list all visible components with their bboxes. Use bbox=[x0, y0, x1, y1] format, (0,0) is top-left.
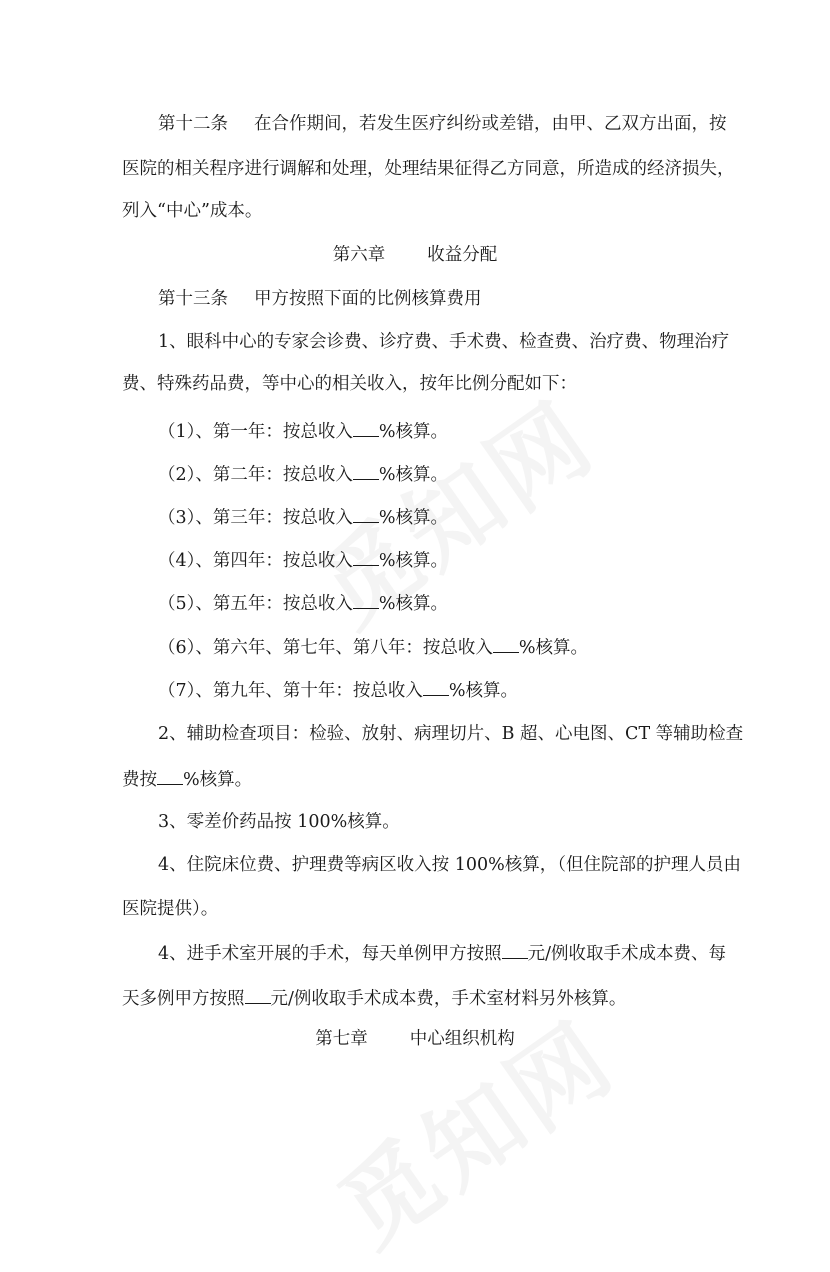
year-item-4: （4）、第四年：按总收入 %核算。 bbox=[158, 547, 448, 573]
fill-in-blank bbox=[353, 504, 379, 523]
item-4a-line-1: 4、住院床位费、护理费等病区收入按 100%核算，（但住院部的护理人员由 bbox=[158, 855, 741, 875]
fill-in-blank bbox=[353, 590, 379, 609]
fill-in-blank bbox=[502, 940, 528, 959]
chapter-6-title: 收益分配 bbox=[427, 245, 498, 265]
item-1-line-2: 费、特殊药品费，等中心的相关收入，按年比例分配如下： bbox=[122, 374, 577, 394]
fill-in-blank bbox=[245, 985, 271, 1004]
chapter-7-title: 中心组织机构 bbox=[409, 1029, 515, 1049]
article-12-text: 在合作期间，若发生医疗纠纷或差错，由甲、乙双方出面，按 bbox=[254, 114, 727, 134]
year-item-7: （7）、第九年、第十年：按总收入 %核算。 bbox=[158, 677, 518, 703]
fill-in-blank bbox=[157, 766, 183, 785]
article-12-line-2: 医院的相关程序进行调解和处理，处理结果征得乙方同意，所造成的经济损失， bbox=[122, 159, 735, 179]
item-3: 3、零差价药品按 100%核算。 bbox=[158, 812, 400, 832]
item-4b-line-2: 天多例甲方按照 元/例收取手术成本费，手术室材料另外核算。 bbox=[122, 985, 626, 1011]
year-item-5: （5）、第五年：按总收入 %核算。 bbox=[158, 590, 448, 616]
year-item-2: （2）、第二年：按总收入 %核算。 bbox=[158, 461, 448, 487]
chapter-7-heading bbox=[0, 1027, 830, 1051]
chapter-6-label: 第六章 bbox=[332, 245, 386, 265]
article-13-text: 甲方按照下面的比例核算费用 bbox=[254, 289, 482, 309]
item-2-line-1: 2、辅助检查项目：检验、放射、病理切片、B 超、心电图、CT 等辅助检查 bbox=[158, 724, 744, 744]
year-item-6: （6）、第六年、第七年、第八年：按总收入 %核算。 bbox=[158, 634, 588, 660]
year-item-1: （1）、第一年：按总收入 %核算。 bbox=[158, 418, 448, 444]
item-4b-line-1: 4、进手术室开展的手术，每天单例甲方按照 元/例收取手术成本费、每 bbox=[158, 940, 726, 966]
item-2-line-2: 费按 %核算。 bbox=[122, 766, 252, 792]
article-12-line-3: 列入“中心”成本。 bbox=[122, 201, 263, 221]
fill-in-blank bbox=[353, 418, 379, 437]
item-4a-line-2: 医院提供）。 bbox=[122, 899, 219, 919]
article-12-label: 第十二条 bbox=[158, 114, 228, 134]
item-1-line-1: 1、眼科中心的专家会诊费、诊疗费、手术费、检查费、治疗费、物理治疗 bbox=[158, 332, 730, 352]
chapter-6-heading bbox=[0, 243, 830, 267]
chapter-7-label: 第七章 bbox=[315, 1029, 368, 1049]
fill-in-blank bbox=[353, 547, 379, 566]
article-12-line-1 bbox=[158, 112, 727, 136]
fill-in-blank bbox=[423, 677, 449, 696]
article-13 bbox=[158, 287, 482, 311]
fill-in-blank bbox=[493, 634, 519, 653]
year-item-3: （3）、第三年：按总收入 %核算。 bbox=[158, 504, 448, 530]
article-13-label: 第十三条 bbox=[158, 289, 228, 309]
fill-in-blank bbox=[353, 461, 379, 480]
